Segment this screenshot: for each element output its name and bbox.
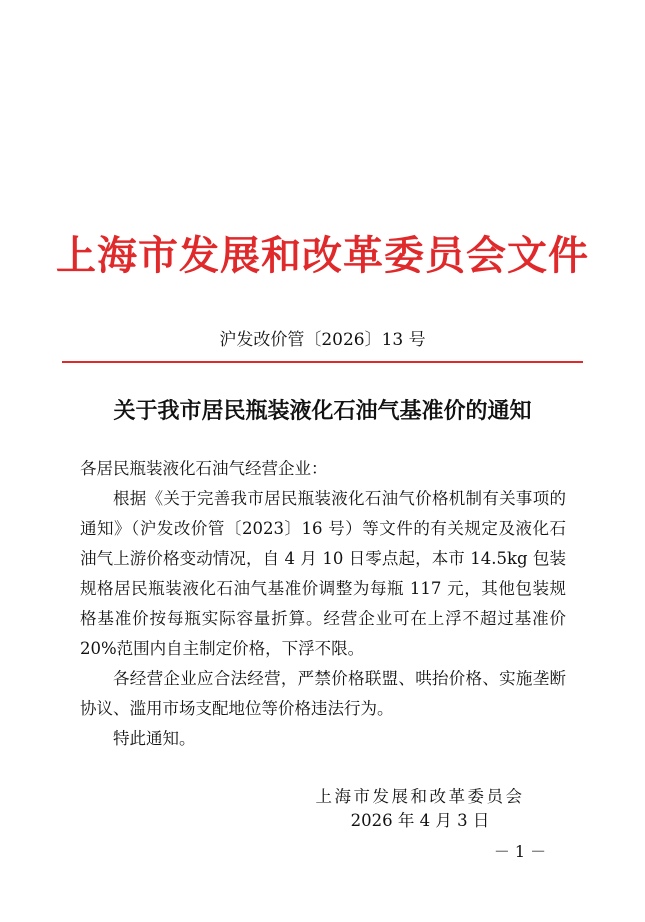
body-paragraph-3: 特此通知。 [113, 729, 196, 748]
header-divider [62, 361, 583, 363]
document-body [80, 454, 566, 754]
body-paragraph-1: 根据《关于完善我市居民瓶装液化石油气价格机制有关事项的通知》（沪发改价管〔2023〕16 号）等文件的有关规定及液化石油气上游价格变动情况，自 4 月 10 日零点起，本市 14.5kg 包装规格居民瓶装液化石油气基准价调整为每瓶 117 元，其他包装规格基准价按每瓶实际容量折算。经营企业可在上浮不超过基准价 20%范围内自主制定价格，下浮不限。 [80, 489, 566, 658]
page-number: － 1 － [493, 842, 547, 861]
document-header: 上海市发展和改革委员会文件 [56, 232, 589, 279]
issue-date: 2026 年 4 月 3 日 [350, 811, 490, 830]
document-number: 沪发改价管〔2026〕13 号 [219, 330, 426, 350]
issuer-signature: 上海市发展和改革委员会 [315, 787, 525, 806]
salutation: 各居民瓶装液化石油气经营企业： [80, 459, 328, 478]
document-title: 关于我市居民瓶装液化石油气基准价的通知 [113, 398, 532, 424]
body-paragraph-2: 各经营企业应合法经营，严禁价格联盟、哄抬价格、实施垄断协议、滥用市场支配地位等价格违法行为。 [80, 669, 566, 718]
